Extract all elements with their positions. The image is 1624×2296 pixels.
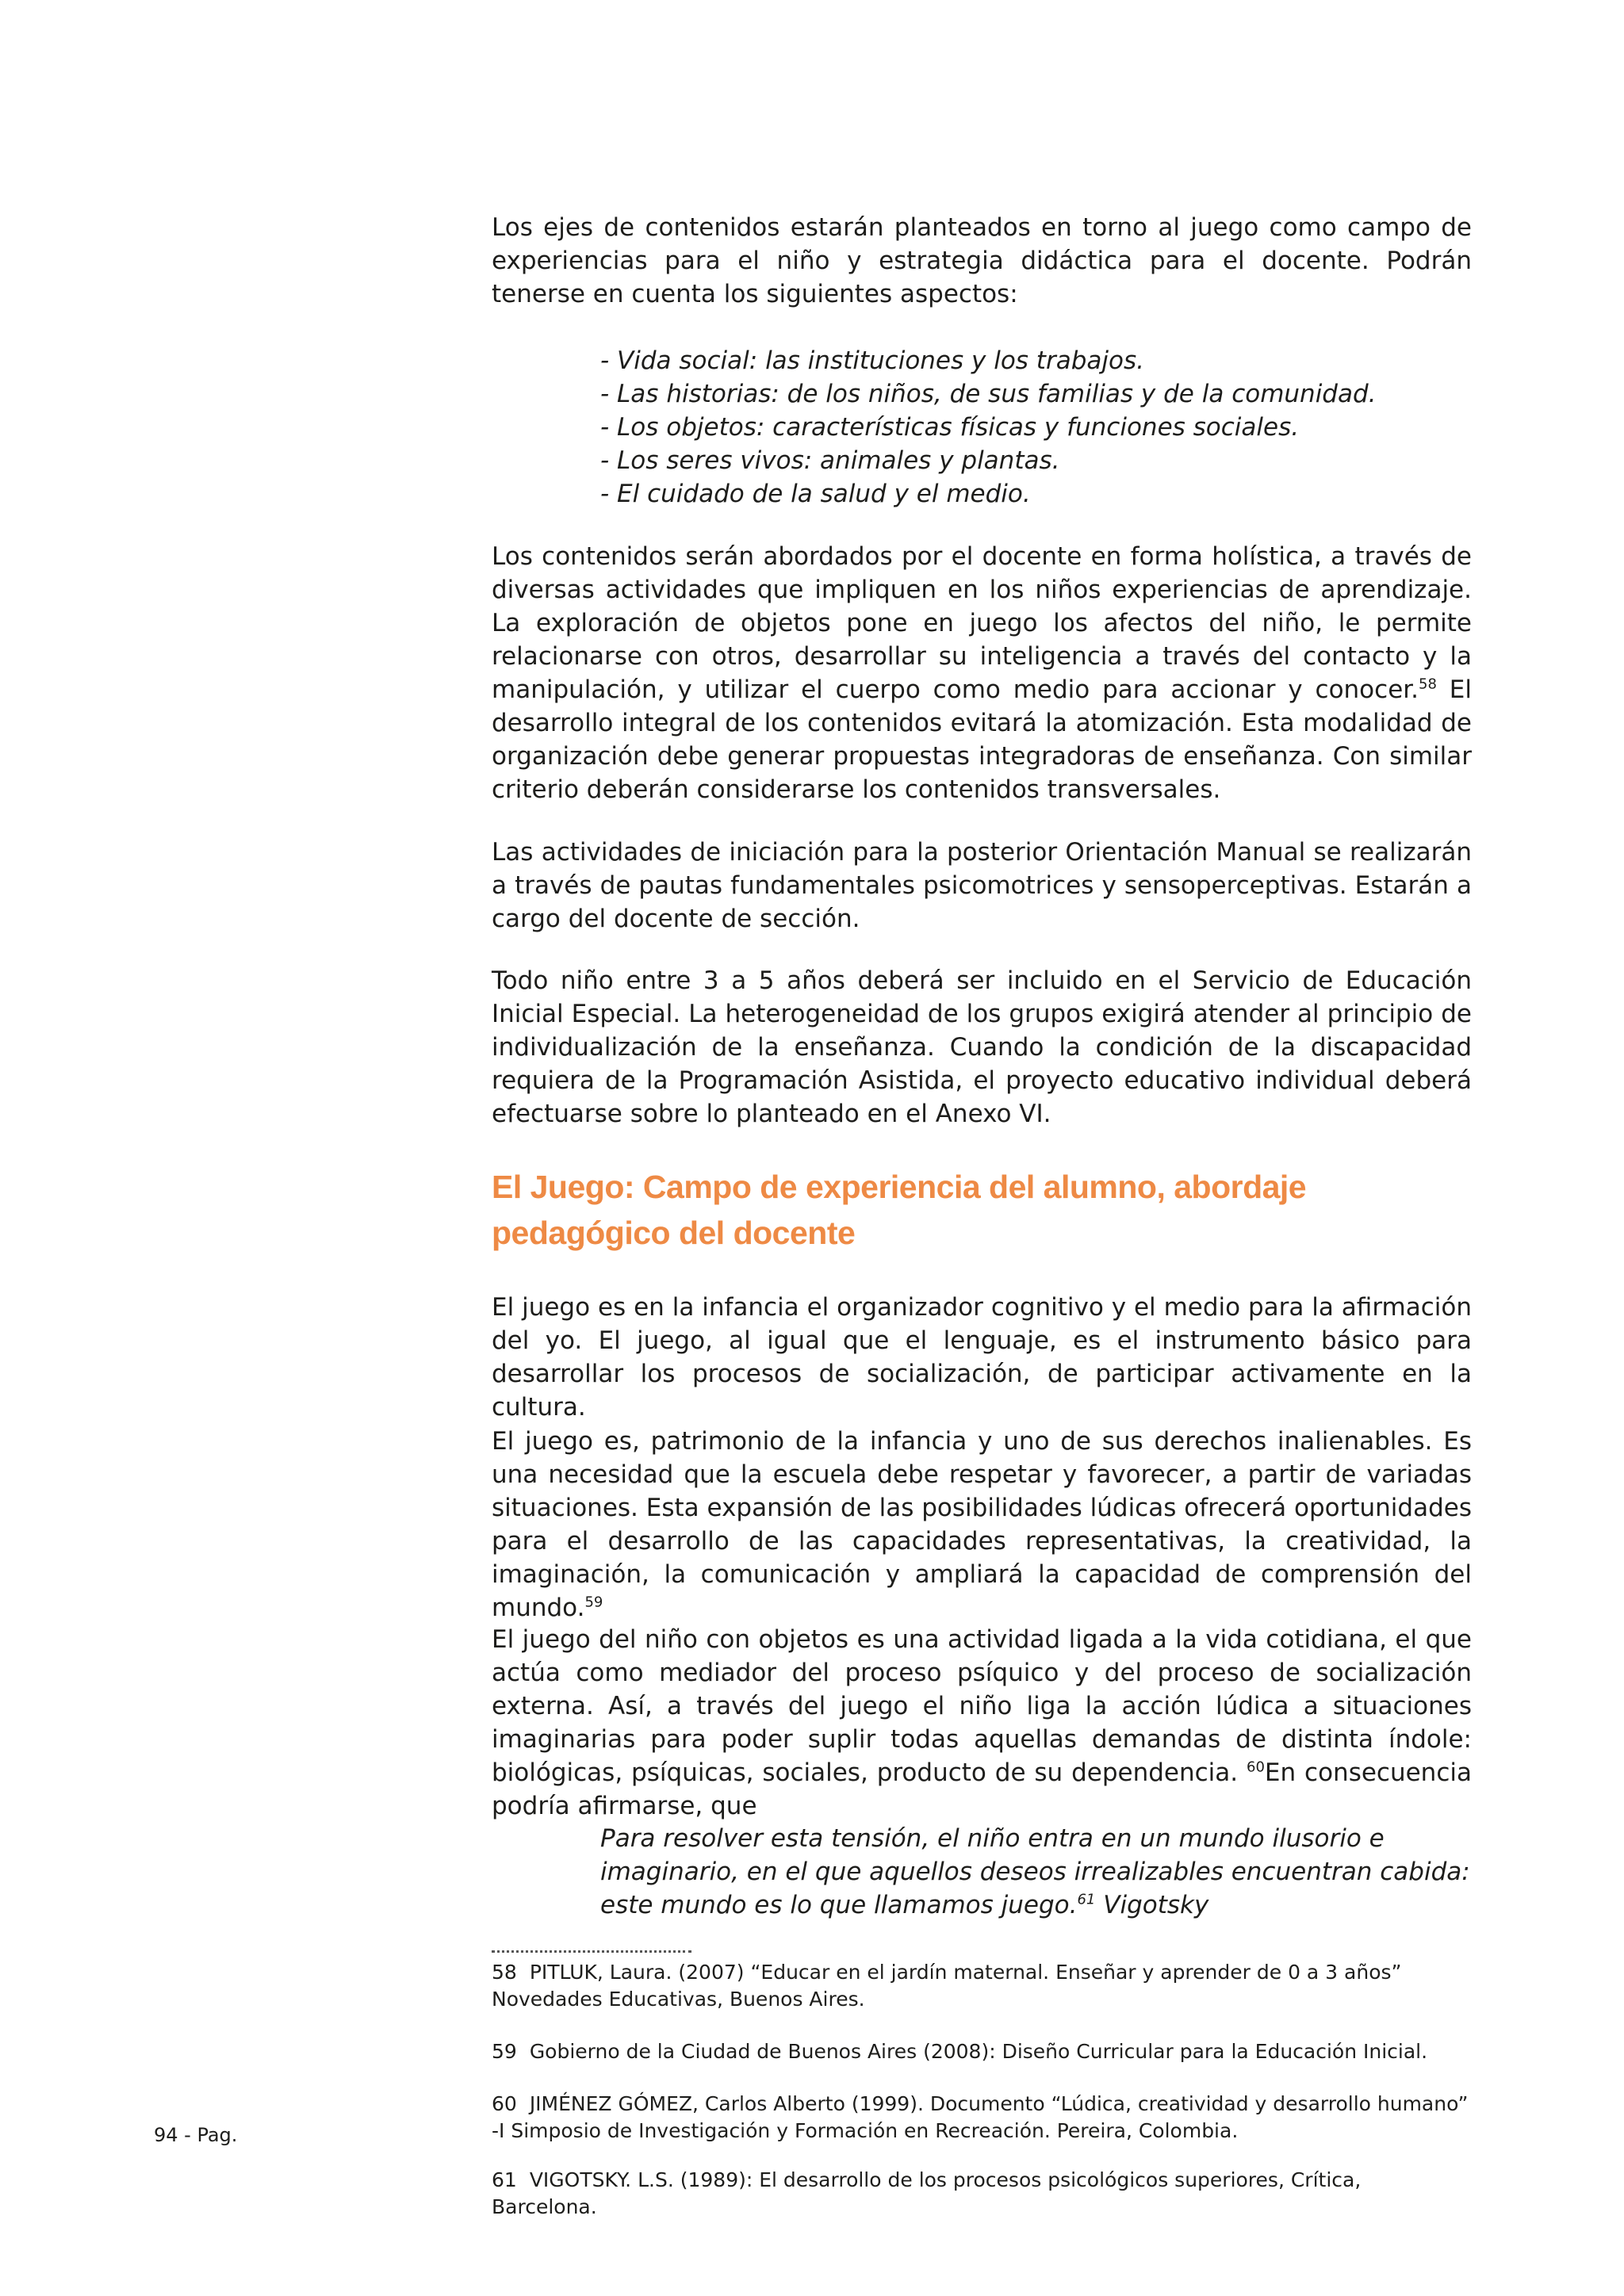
footnote-number: 61 [492,2168,517,2191]
paragraph-text: Los contenidos serán abordados por el docente en forma holística, a través de diversas actividades que impliquen en los niños experiencias de aprendizaje. La exploración de objetos pone en juego los afectos del niño, le permite relacionarse con otros, desarrollar su inteligencia a través del contacto y la manipulación, y utilizar el cuerpo como medio para accionar y conocer. [492,542,1472,704]
paragraph-holistic [492,540,1472,806]
paragraph-text: El desarrollo integral de los contenidos evitará la atomización. Esta modalidad de organización debe generar propuestas integradoras de enseñanza. Con similar criterio deberán considerarse los contenidos transversales. [492,675,1472,804]
footnote-text: JIMÉNEZ GÓMEZ, Carlos Alberto (1999). Documento “Lúdica, creatividad y desarrollo humano” -I Simposio de Investigación y Formación en Recreación. Pereira, Colombia. [492,2092,1469,2142]
paragraph-initiation [492,836,1472,936]
list-item: - Vida social: las instituciones y los trabajos. [600,346,1144,375]
paragraph-intro [492,211,1472,311]
paragraph-text: Las actividades de iniciación para la posterior Orientación Manual se realizarán a través de pautas fundamentales psicomotrices y sensoperceptivas. Estarán a cargo del docente de sección. [492,838,1472,933]
footnote-text: PITLUK, Laura. (2007) “Educar en el jardín maternal. Enseñar y aprender de 0 a 3 años” Novedades Educativas, Buenos Aires. [492,1961,1402,2011]
paragraph-text: Todo niño entre 3 a 5 años deberá ser incluido en el Servicio de Educación Inicial Especial. La heterogeneidad de los grupos exigirá atender al principio de individualización de la enseñanza. Cuando la condición de la discapacidad requiera de la Programación Asistida, el proyecto educativo individual deberá efectuarse sobre lo planteado en el Anexo VI. [492,966,1472,1128]
content-axes-list [600,344,1473,511]
paragraph-play-heritage [492,1425,1472,1624]
quote-text: Para resolver esta tensión, el niño entra en un mundo ilusorio e imaginario, en el que aquellos deseos irrealizables encuentran cabida: este mundo es lo que llamamos juego. [600,1824,1470,1919]
quote-author: Vigotsky [1095,1891,1209,1919]
footnote-ref: 59 [584,1594,603,1611]
footnote-text: VIGOTSKY. L.S. (1989): El desarrollo de los procesos psicológicos superiores, Crítica, Barcelona. [492,2168,1362,2218]
footnote [492,2091,1472,2145]
paragraph-play-organizer [492,1291,1472,1424]
footnote-number: 59 [492,2040,517,2063]
footnote [492,1959,1472,2013]
list-item: - Los objetos: características físicas y funciones sociales. [600,413,1300,442]
list-item: - Los seres vivos: animales y plantas. [600,446,1060,475]
list-item: - El cuidado de la salud y el medio. [600,480,1031,508]
paragraph-text: El juego es, patrimonio de la infancia y uno de sus derechos inalienables. Es una necesidad que la escuela debe respetar y favorecer, a partir de variadas situaciones. Esta expansión de las posibilidades lúdicas ofrecerá oportunidades para el desarrollo de las capacidades representativas, la creatividad, la imaginación, la comunicación y ampliará la capacidad de comprensión del mundo. [492,1427,1472,1622]
paragraph-text: En consecuencia podría afirmarse, que [492,1758,1472,1820]
page-number: 94 - Pag. [154,2124,238,2146]
footnote-divider [492,1950,691,1953]
paragraph-text: Los ejes de contenidos estarán planteados en torno al juego como campo de experiencias para el niño y estrategia didáctica para el docente. Podrán tenerse en cuenta los siguientes aspectos: [492,213,1472,308]
block-quote [600,1822,1473,1922]
footnote-ref: 58 [1419,675,1437,693]
footnote-number: 58 [492,1961,517,1984]
paragraph-text: El juego del niño con objetos es una actividad ligada a la vida cotidiana, el que actúa como mediador del proceso psíquico y del proceso de socialización externa. Así, a través del juego el niño liga la acción lúdica a situaciones imaginarias para poder suplir todas aquellas demandas de distinta índole: biológicas, psíquicas, sociales, producto de su dependencia. [492,1625,1472,1787]
footnote [492,2167,1472,2221]
section-heading: El Juego: Campo de experiencia del alumno, abordaje pedagógico del docente [492,1169,1307,1251]
footnote-number: 60 [492,2092,517,2115]
footnote-ref: 61 [1077,1891,1096,1908]
paragraph-play-objects [492,1623,1472,1823]
footnote [492,2038,1472,2065]
paragraph-text: El juego es en la infancia el organizador cognitivo y el medio para la afirmación del yo. El juego, al igual que el lenguaje, es el instrumento básico para desarrollar los procesos de socialización, de participar activamente en la cultura. [492,1293,1472,1422]
footnote-text: Gobierno de la Ciudad de Buenos Aires (2008): Diseño Curricular para la Educación Inicial. [529,2040,1428,2063]
list-item: - Las historias: de los niños, de sus familias y de la comunidad. [600,380,1377,408]
paragraph-inclusion [492,964,1472,1131]
footnote-ref: 60 [1247,1758,1265,1776]
